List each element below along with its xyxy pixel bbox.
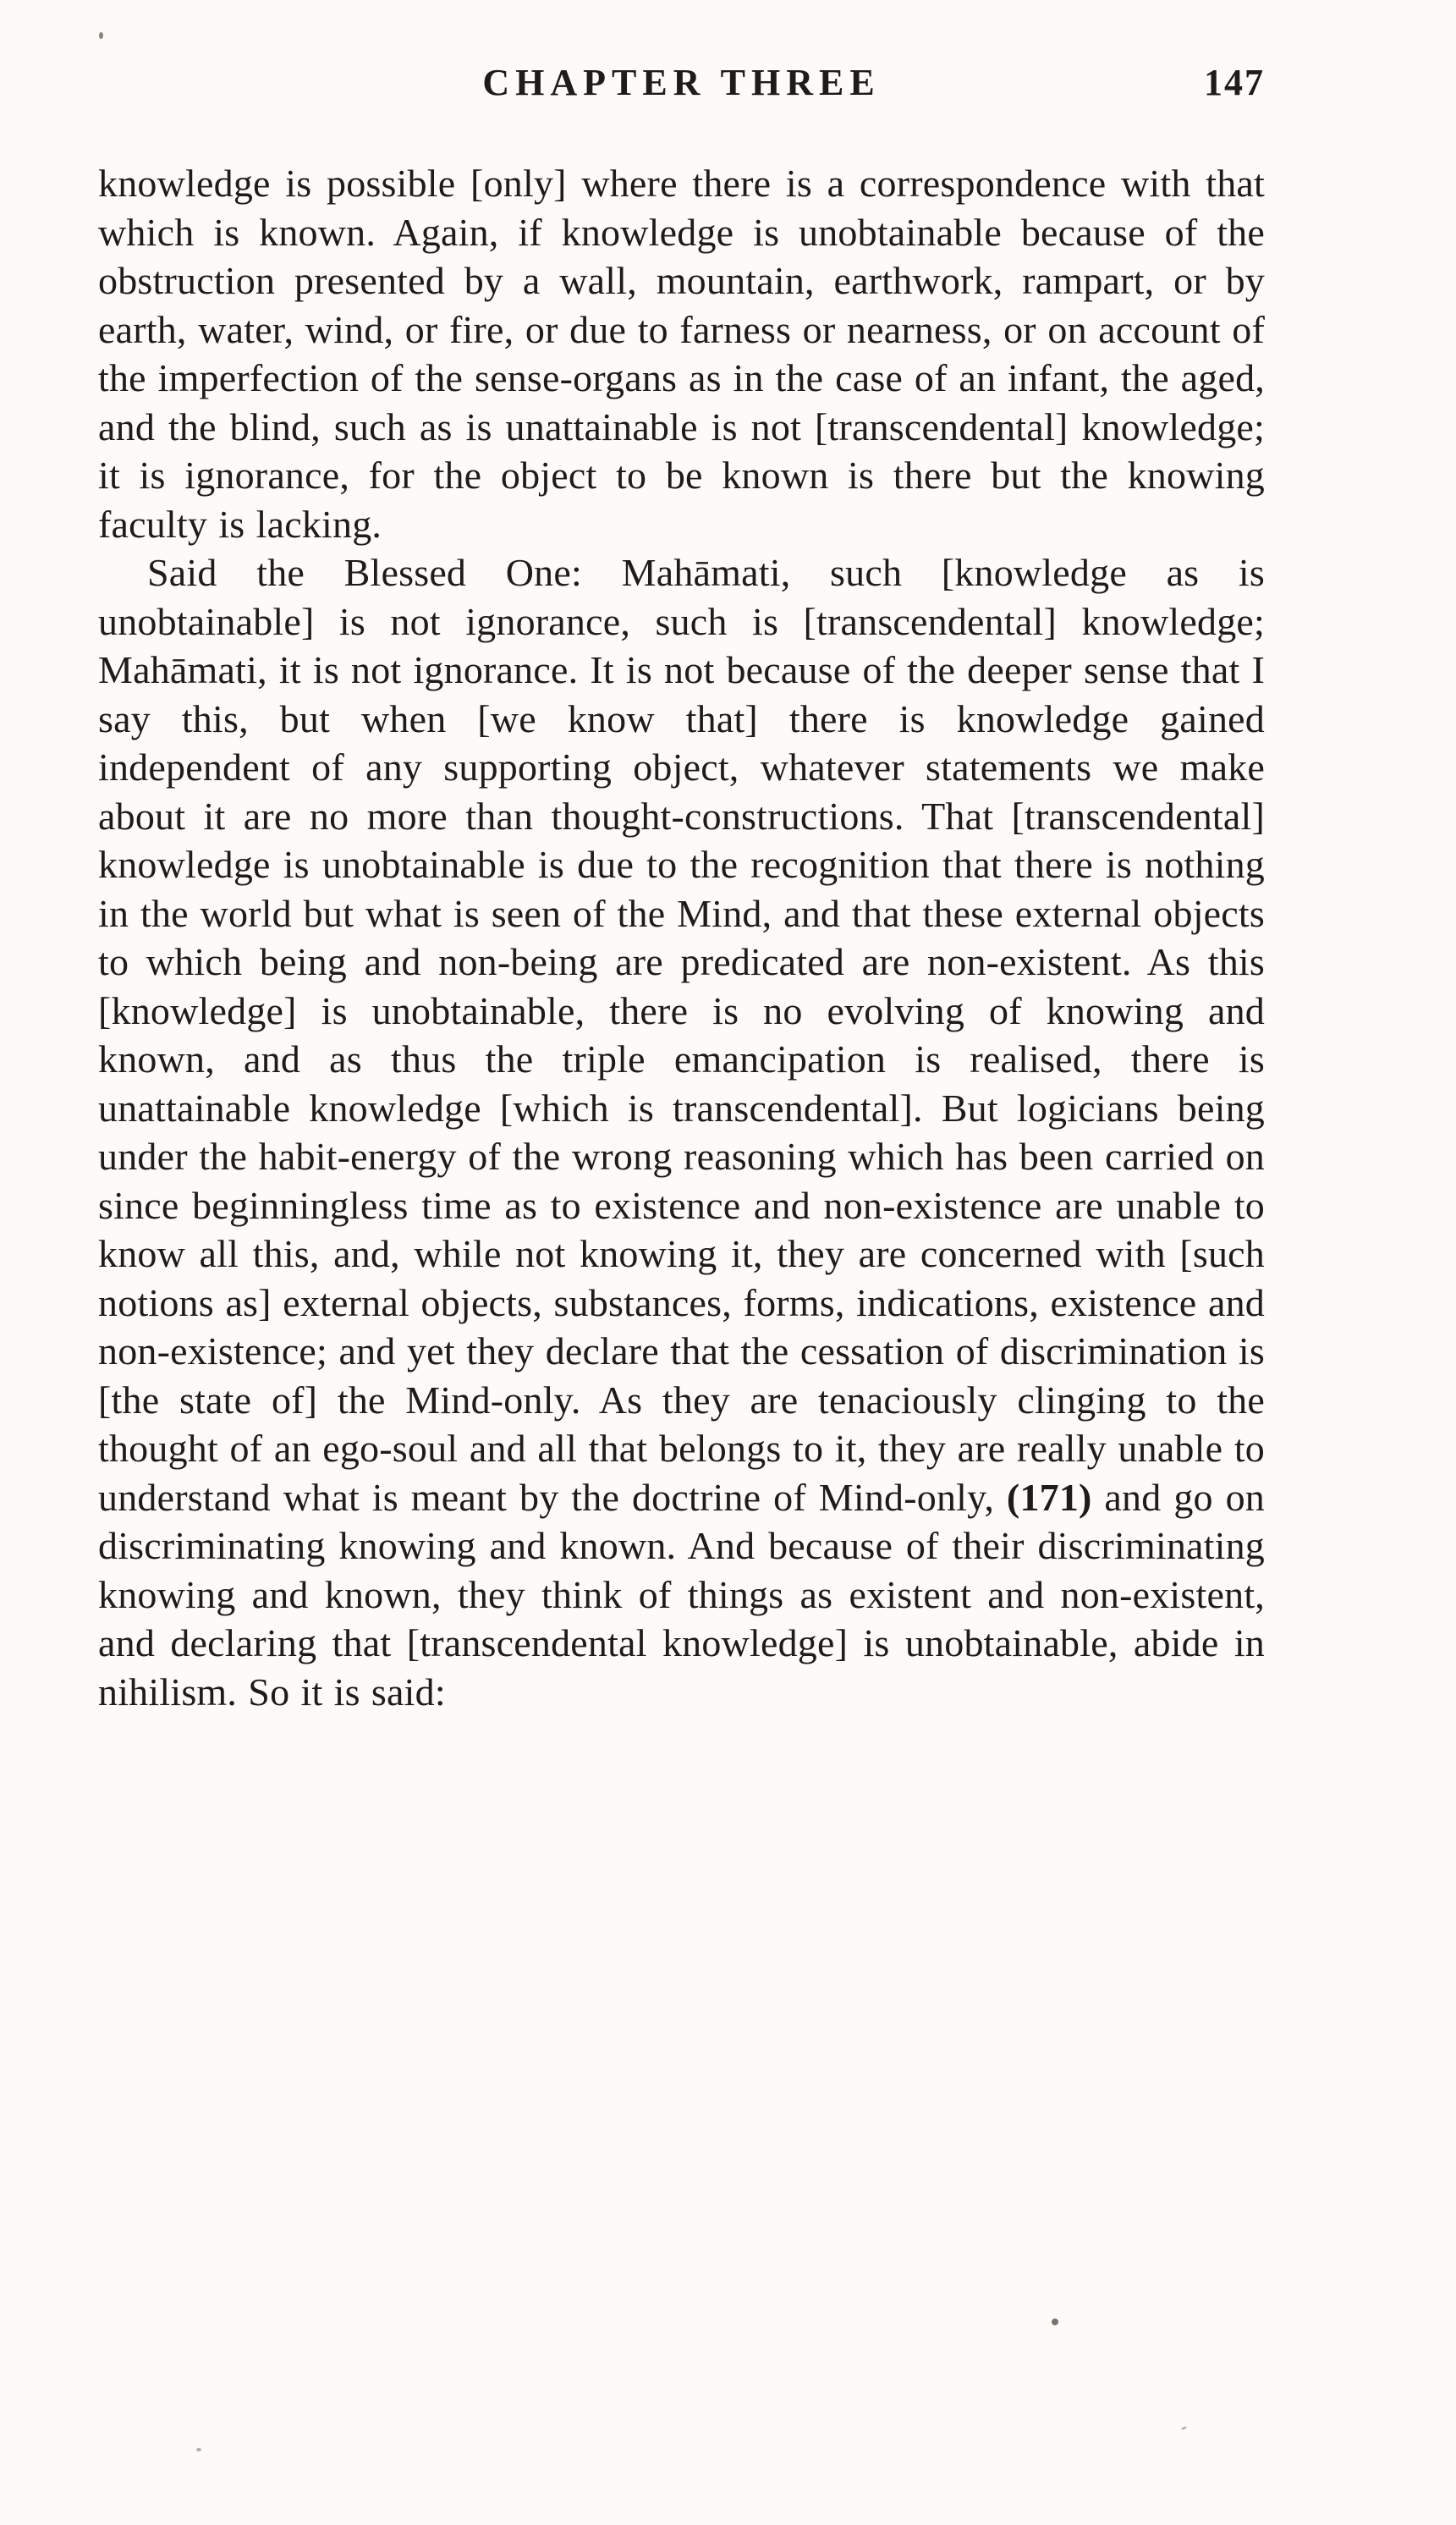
bold-text-segment: (171) xyxy=(1006,1475,1092,1519)
scan-speck xyxy=(1181,2426,1188,2430)
chapter-title: CHAPTER THREE xyxy=(482,62,881,103)
scan-speck xyxy=(196,2448,201,2451)
text-block xyxy=(98,159,1265,1716)
text-segment: Said the Blessed One: Mahāmati, such [knowledge as is unobtainable] is not ignorance, such is [transcendental] knowledge; Mahāmati, it is not ignorance. It is not because of the deeper sense that I say this, but when [we know that] there is knowledge gained independent of any supporting object, whatever statements we make about it are no more than thought-constructions. That [transcendental] knowledge is unobtainable is due to the recognition that there is nothing in the world but what is seen of the Mind, and that these external objects to which being and non-being are predicated are non-existent. As this [knowledge] is unobtainable, there is no evolving of knowing and known, and as thus the triple emancipation is realised, there is unattainable knowledge [which is transcendental]. But logicians being under the habit-energy of the wrong reasoning which has been carried on since beginningless time as to existence and non-existence are unable to know all this, and, while not knowing it, they are concerned with [such notions as] external objects, substances, forms, indications, existence and non-existence; and yet they declare that the cessation of discrimination is [the state of] the Mind-only. As they are tenaciously clinging to the thought of an ego-soul and all that belongs to it, they are really unable to understand what is meant by the doctrine of Mind-only, xyxy=(98,551,1265,1519)
scan-speck xyxy=(99,32,103,39)
running-head xyxy=(98,61,1265,110)
scan-speck xyxy=(1052,2319,1058,2325)
paragraph xyxy=(98,548,1265,1716)
page-number: 147 xyxy=(1204,62,1265,103)
text-segment: knowledge is possible [only] where there is a correspondence with that which is known. Again, if knowledge is unobtainable because of the obstruction presented by a wall, mountain, earthwork, rampart, or by earth, water, wind, or fire, or due to farness or nearness, or on account of the imperfection of the sense-organs as in the case of an infant, the aged, and the blind, such as is unattainable is not [transcendental] knowledge; it is ignorance, for the object to be known is there but the knowing faculty is lacking. xyxy=(98,162,1265,546)
text-segment: and go on discriminating knowing and known. And because of their discriminating knowing and known, they think of things as existent and non-existent, and declaring that [transcendental knowledge] is unobtainable, abide in nihilism. So it is said: xyxy=(98,1475,1265,1714)
paragraph xyxy=(98,159,1265,548)
